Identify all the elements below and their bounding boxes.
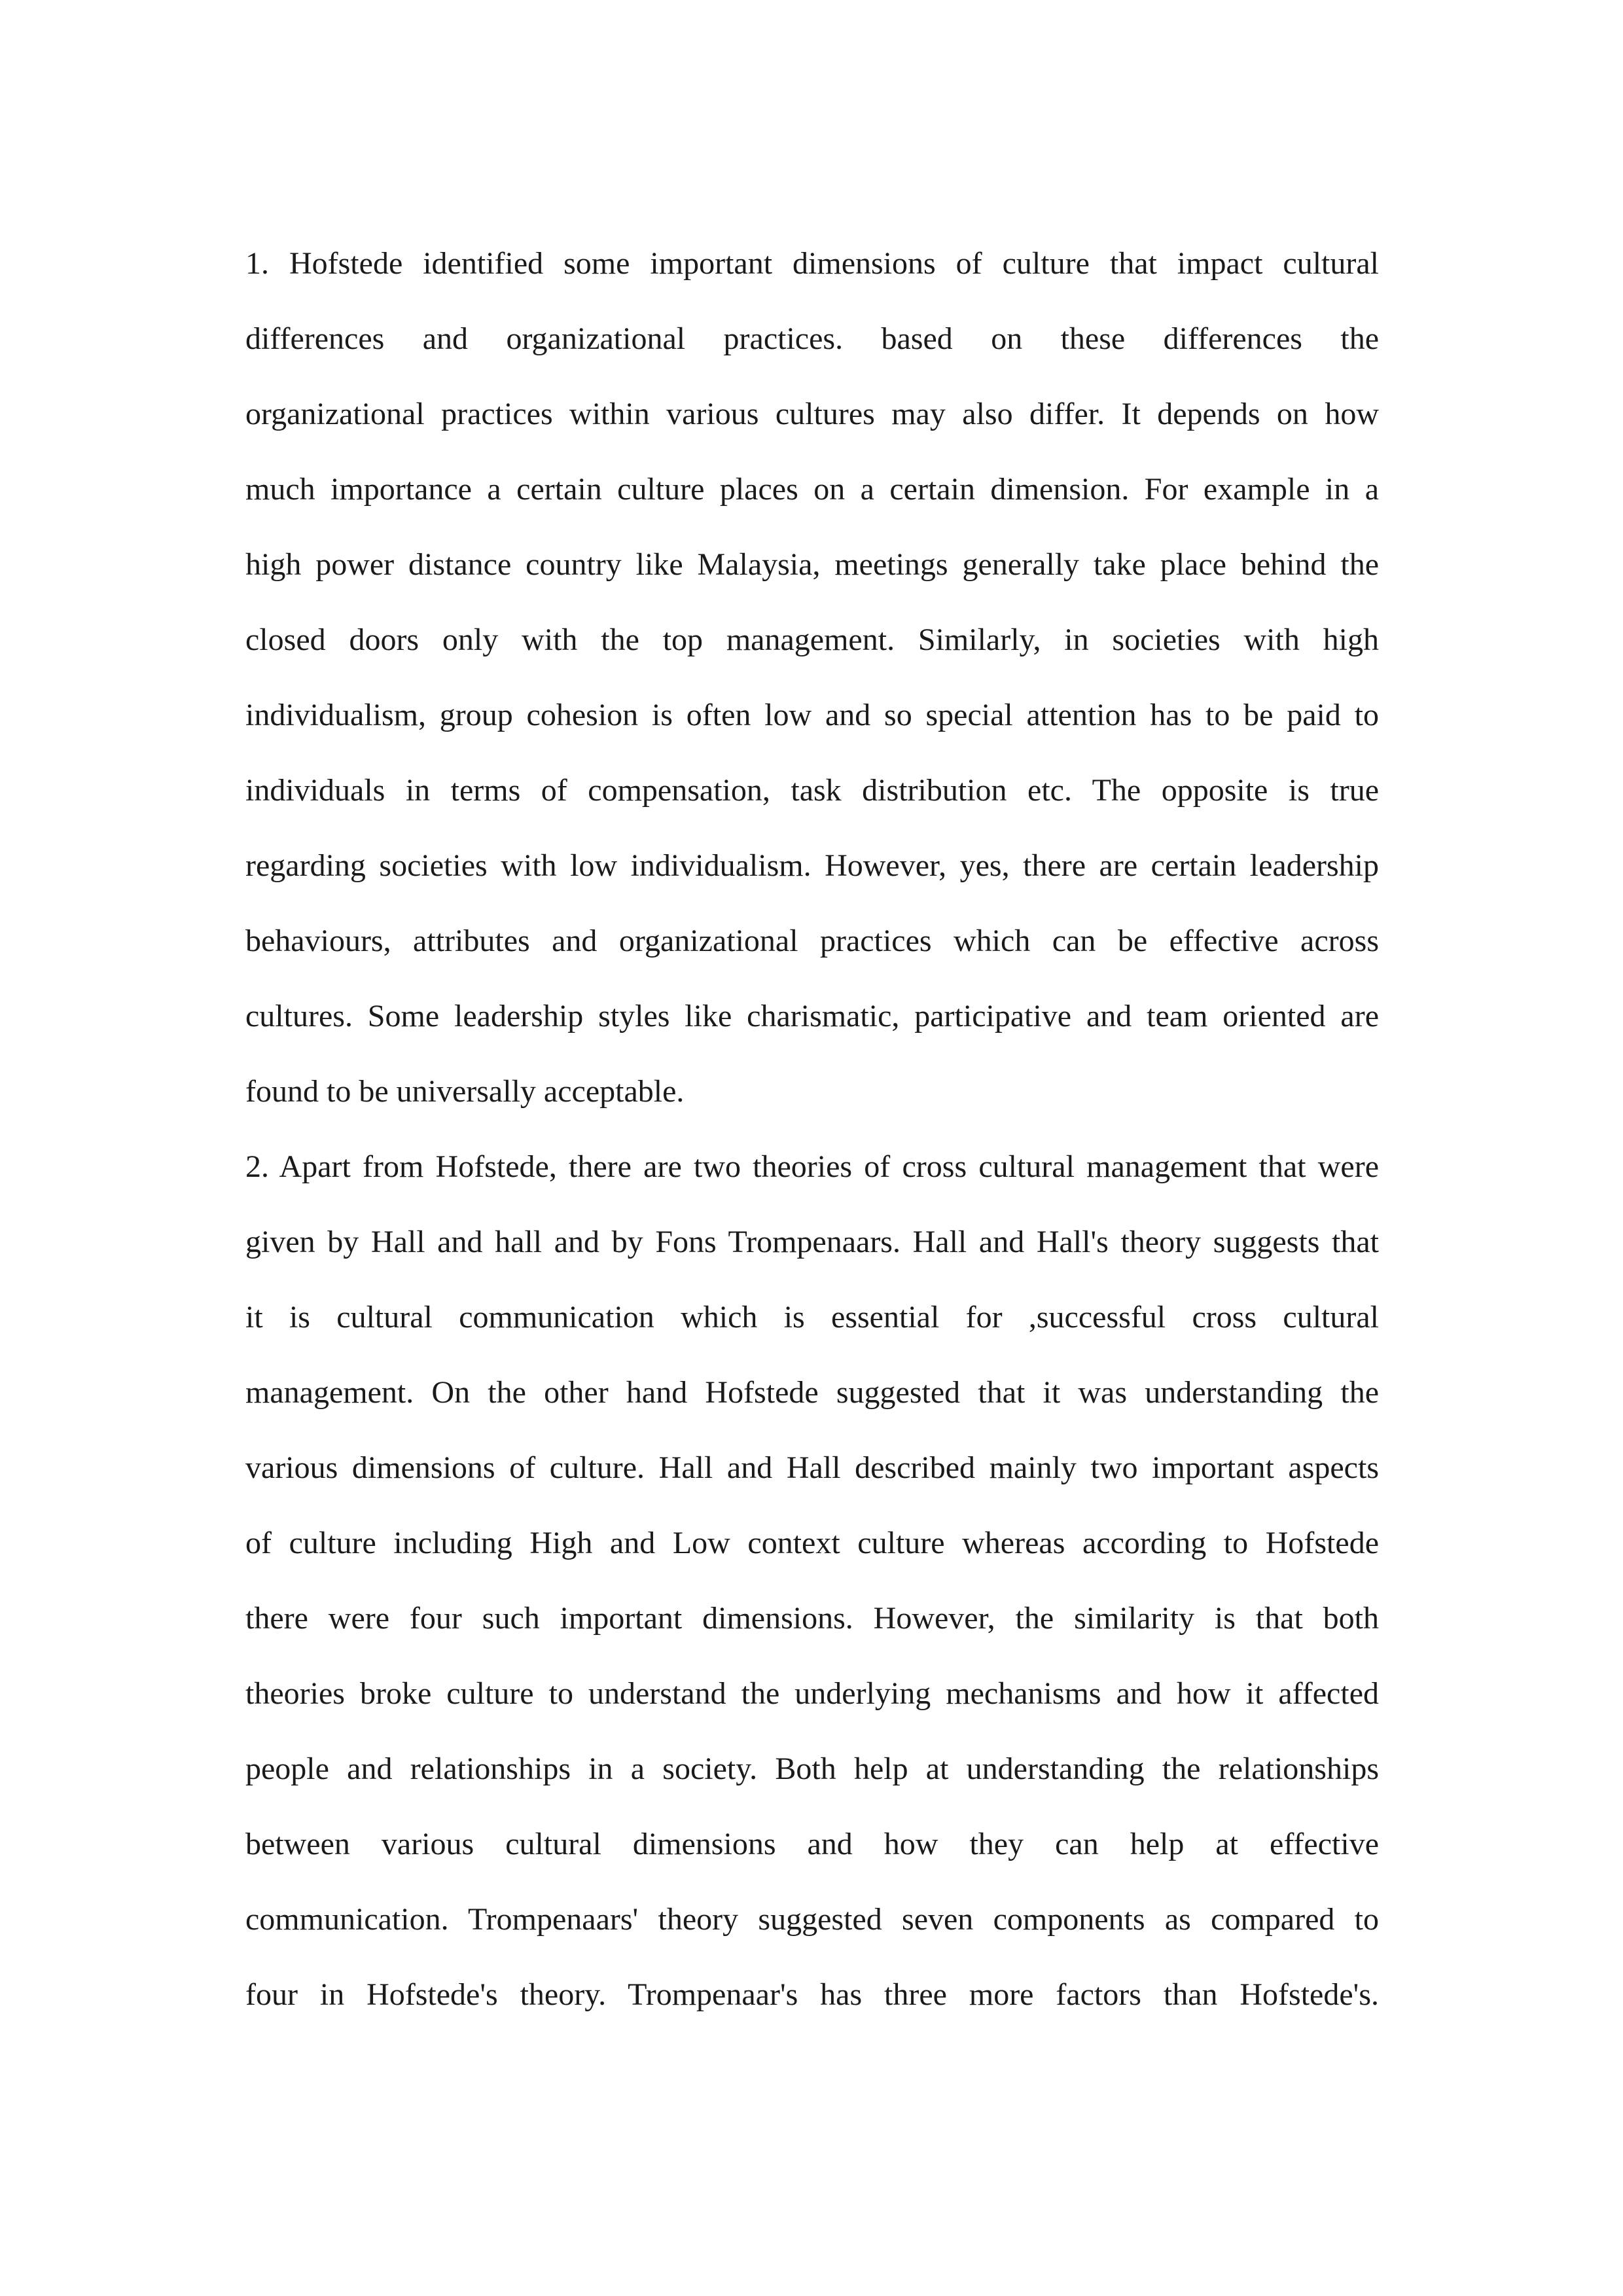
text-line: communication. Trompenaars' theory suggested seven components as compared to [245, 1902, 1379, 1937]
text-line: four in Hofstede's theory. Trompenaar's has three more factors than Hofstede's. [245, 1977, 1379, 2012]
paragraph-2 [245, 1139, 1379, 2042]
text-line: various dimensions of culture. Hall and Hall described mainly two important aspects [245, 1450, 1379, 1485]
text-line: management. On the other hand Hofstede suggested that it was understanding the [245, 1375, 1379, 1410]
text-line: people and relationships in a society. Both help at understanding the relationships [245, 1751, 1379, 1786]
text-line: closed doors only with the top management. Similarly, in societies with high [245, 622, 1379, 657]
text-line: individuals in terms of compensation, task distribution etc. The opposite is true [245, 773, 1379, 808]
text-line: theories broke culture to understand the underlying mechanisms and how it affected [245, 1676, 1379, 1711]
text-line: 2. Apart from Hofstede, there are two theories of cross cultural management that were [245, 1149, 1379, 1184]
text-line: between various cultural dimensions and how they can help at effective [245, 1827, 1379, 1861]
text-line: there were four such important dimensions. However, the similarity is that both [245, 1601, 1379, 1636]
text-line: behaviours, attributes and organizational practices which can be effective across [245, 924, 1379, 958]
text-line: organizational practices within various cultures may also differ. It depends on how [245, 397, 1379, 431]
document-body [245, 236, 1379, 2042]
text-line: differences and organizational practices. based on these differences the [245, 321, 1379, 356]
paragraph-1 [245, 236, 1379, 1139]
text-line: 1. Hofstede identified some important dimensions of culture that impact cultural [245, 246, 1379, 281]
text-line: regarding societies with low individualism. However, yes, there are certain leadership [245, 848, 1379, 883]
text-line: given by Hall and hall and by Fons Trompenaars. Hall and Hall's theory suggests that [245, 1225, 1379, 1259]
text-line: cultures. Some leadership styles like charismatic, participative and team oriented are [245, 999, 1379, 1033]
text-line: much importance a certain culture places on a certain dimension. For example in a [245, 472, 1379, 507]
text-line: of culture including High and Low context culture whereas according to Hofstede [245, 1526, 1379, 1560]
text-line: high power distance country like Malaysia, meetings generally take place behind the [245, 547, 1379, 582]
text-line: it is cultural communication which is essential for ,successful cross cultural [245, 1300, 1379, 1335]
text-line: found to be universally acceptable. [245, 1074, 685, 1109]
text-line: individualism, group cohesion is often low and so special attention has to be paid to [245, 698, 1379, 732]
